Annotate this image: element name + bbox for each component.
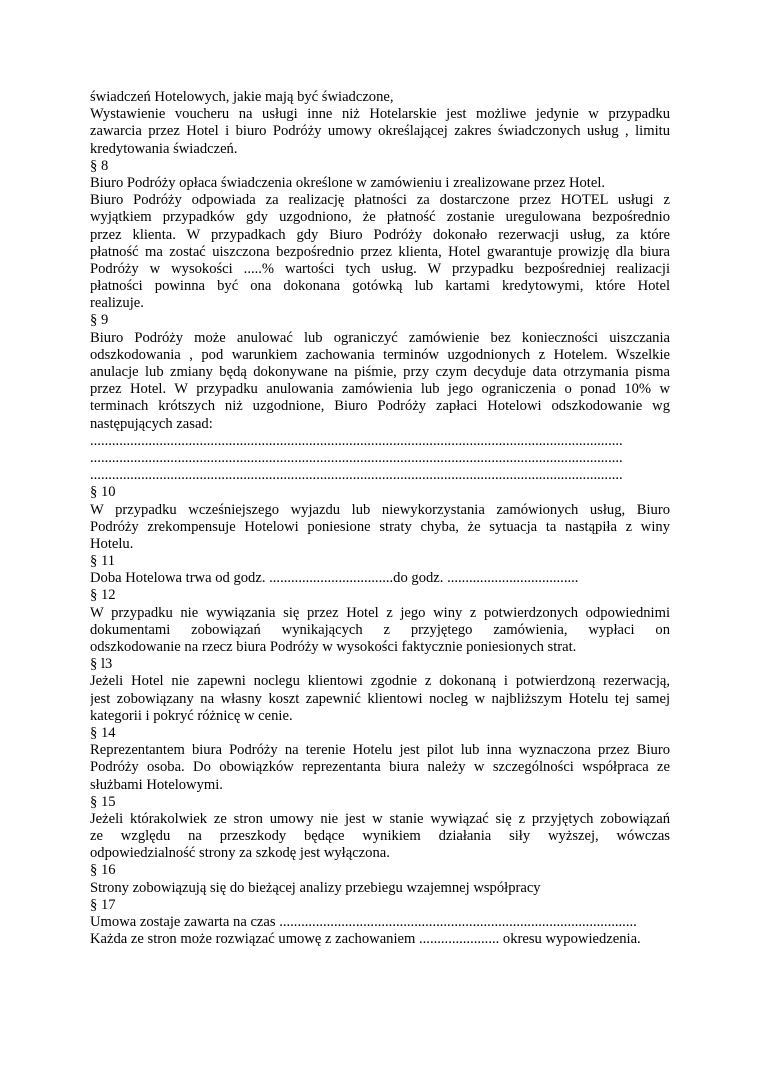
text-line: zawarcia przez Hotel i biuro Podróży umowy określającej zakres świadczonych usług , limitu [90,123,670,140]
text-line: W przypadku wcześniejszego wyjazdu lub niewykorzystania zamówionych usług, Biuro [90,501,670,518]
text-line: odszkodowania , pod warunkiem zachowania terminów uzgodnionych z Hotelem. Wszelkie [90,346,670,363]
text-line: Biuro Podróży może anulować lub ograniczyć zamówienie bez konieczności uiszczania [90,329,670,346]
text-line: Wystawienie voucheru na usługi inne niż Hotelarskie jest możliwe jedynie w przypadku [90,106,670,123]
text-line: dokumentami zobowiązań wynikających z przyjętego zamówienia, wypłaci on [90,621,670,638]
text-line: § 14 [90,724,116,741]
text-line: Jeżeli Hotel nie zapewni noclegu klientowi zgodnie z dokonaną i potwierdzoną rezerwacją, [90,673,670,690]
text-line: § 16 [90,862,116,879]
text-line: służbami Hotelowymi. [90,776,223,793]
text-line: § 10 [90,484,116,501]
text-line: przez klienta. W przypadkach gdy Biuro Podróży dokonało rezerwacji usług, za które [90,226,670,243]
text-line: Podróży w wysokości .....% wartości tych usług. W przypadku bezpośredniej realizacji [90,260,670,277]
text-line: ze względu na przeszkody będące wynikiem działania siły wyższej, wówczas [90,828,670,845]
text-line: § 12 [90,587,116,604]
text-line: odszkodowanie na rzecz biura Podróży w wysokości faktycznie poniesionych strat. [90,639,577,655]
text-line: § l3 [90,656,113,673]
text-line: jest zobowiązany na własny koszt zapewnić klientowi nocleg w najbliższym Hotelu tej samej [90,690,670,707]
text-line: .................................................................................................................................................. [90,432,623,449]
text-line: Reprezentantem biura Podróży na terenie Hotelu jest pilot lub inna wyznaczona przez Biuro [90,742,670,759]
text-line: anulacje lub zmiany będą dokonywane na piśmie, przy czym decyduje data otrzymania pisma [90,364,670,380]
text-line: Hotelu. [90,535,134,552]
text-line: .................................................................................................................................................. [90,467,623,484]
text-line: Każda ze stron może rozwiązać umowę z zachowaniem ...................... okresu wypowiedzenia. [90,931,641,948]
text-line: kategorii i pokryć różnicę w cenie. [90,707,293,724]
text-line: Podróży osoba. Do obowiązków reprezentanta biura należy w szczególności współpraca ze [90,759,670,776]
text-line: odpowiedzialność strony za szkodę jest wyłączona. [90,845,390,862]
text-line: przez Hotel. W przypadku anulowania zamówienia lub jego ograniczenia o ponad 10% w [90,381,670,398]
text-line: kredytowania świadczeń. [90,140,238,157]
text-line: § 11 [90,553,115,570]
text-line: W przypadku nie wywiązania się przez Hotel z jego winy z potwierdzonych odpowiednimi [90,604,670,621]
text-line: wyjątkiem przypadków gdy uzgodniono, że płatność zostanie uregulowana bezpośrednio [90,209,670,226]
text-line: terminach krótszych niż uzgodnione, Biuro Podróży zapłaci Hotelowi odszkodowanie wg [90,398,670,415]
text-line: Biuro Podróży opłaca świadczenia określone w zamówieniu i zrealizowane przez Hotel. [90,174,606,191]
text-line: § 15 [90,793,116,810]
text-line: .................................................................................................................................................. [90,449,623,466]
text-line: § 17 [90,896,116,913]
text-line: Doba Hotelowa trwa od godz. ..................................do godz. .................................... [90,570,579,587]
text-line: Podróży zrekompensuje Hotelowi poniesione straty chyba, że sytuacja ta nastąpiła z winy [90,518,670,535]
document-page [90,89,670,948]
text-line: Biuro Podróży odpowiada za realizację płatności za dostarczone przez HOTEL usługi z [90,192,670,209]
text-line: płatność ma zostać uiszczona bezpośrednio przez klienta, Hotel gwarantuje prowizję dla biura [90,243,670,260]
text-line: świadczeń Hotelowych, jakie mają być świadczone, [90,89,394,105]
text-line: realizuje. [90,295,144,312]
text-line: § 8 [90,157,109,174]
text-line: płatności powinna być ona dokonana gotówką lub kartami kredytowymi, które Hotel [90,278,670,295]
text-line: § 9 [90,312,109,329]
text-line: następujących zasad: [90,415,213,432]
text-line: Strony zobowiązują się do bieżącej analizy przebiegu wzajemnej współpracy [90,879,541,896]
text-line: Jeżeli którakolwiek ze stron umowy nie jest w stanie wywiązać się z przyjętych zobowiązań [90,810,670,827]
text-line: Umowa zostaje zawarta na czas .................................................................................................. [90,914,637,930]
